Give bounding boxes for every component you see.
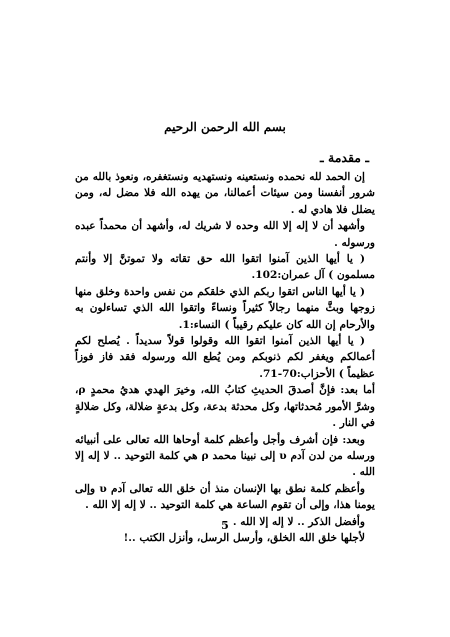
paragraph-best-dhikr: وأفضل الذكر .. لا إله إلا الله .: [232, 515, 365, 528]
page-number: 5: [221, 519, 229, 532]
paragraph-praise: إن الحمد لله نحمده ونستعينه ونستهديه ونستغفره، ونعوذ بالله من شرور أنفسنا ومن سيئات أعمالنا، من يهده الله فلا مضل له، ومن يضلل فلا هادي له .: [75, 171, 375, 216]
paragraph-shahada: وأشهد أن لا إله إلا الله وحده لا شريك له، وأشهد أن محمداً عبده ورسوله .: [75, 220, 375, 249]
paragraph-purpose: لأجلها خلق الله الخلق، وأرسل الرسل، وأنزل الكتب ..!: [123, 531, 365, 544]
paragraph-greatest-word: وأعظم كلمة نطق بها الإنسان منذ أن خلق الله تعالى آدم υ وإلى يومنا هذا، وإلى أن تقوم الساعة هي كلمة التوحيد .. لا إله إلا الله .: [75, 482, 375, 512]
basmala: بسم الله الرحمن الرحيم: [164, 120, 286, 134]
paragraph-tawhid-word: وبعد: فإن أشرف وأجل وأعظم كلمة أوحاها الله تعالى على أنبيائه ورسله من لدن آدم υ إلى نبينا محمد ρ هي كلمة التوحيد .. لا إله إلا الله .: [75, 433, 376, 479]
paragraph-verse-an-nisa: ( يا أيها الناس اتقوا ربكم الذي خلقكم من نفس واحدة وخلق منها زوجها وبثَّ منهما رجالاً كثيراً ونساءً واتقوا الله الذي تساءلون به والأرحام إن الله كان عليكم رقيباً ) النساء:1.: [75, 285, 375, 331]
section-heading: ـ مقدمة ـ: [319, 150, 369, 165]
paragraph-verse-al-ahzab: ( يا أيها الذين آمنوا اتقوا الله وقولوا قولاً سديداً . يُصلح لكم أعمالكم ويغفر لكم ذنوبكم ومن يُطع الله ورسوله فقد فاز فوزاً عظيماً ) الأحزاب:70-71.: [75, 335, 375, 380]
paragraph-verse-al-imran: ( يا أيها الذين آمنوا اتقوا الله حق تقاته ولا تموتنَّ إلا وأنتم مسلمون ) آل عمران:102.: [75, 253, 375, 282]
paragraph-amma-baad: أما بعد: فإنَّ أصدقَ الحديثِ كتابُ الله، وخيرَ الهدي هديُ محمدٍ ρ، وشرَّ الأمور مُحدثاتها، وكل محدثة بدعة، وكل بدعةٍ ضلالة، وكل ضلالةٍ في النار .: [75, 384, 375, 430]
page-content: [75, 118, 375, 546]
